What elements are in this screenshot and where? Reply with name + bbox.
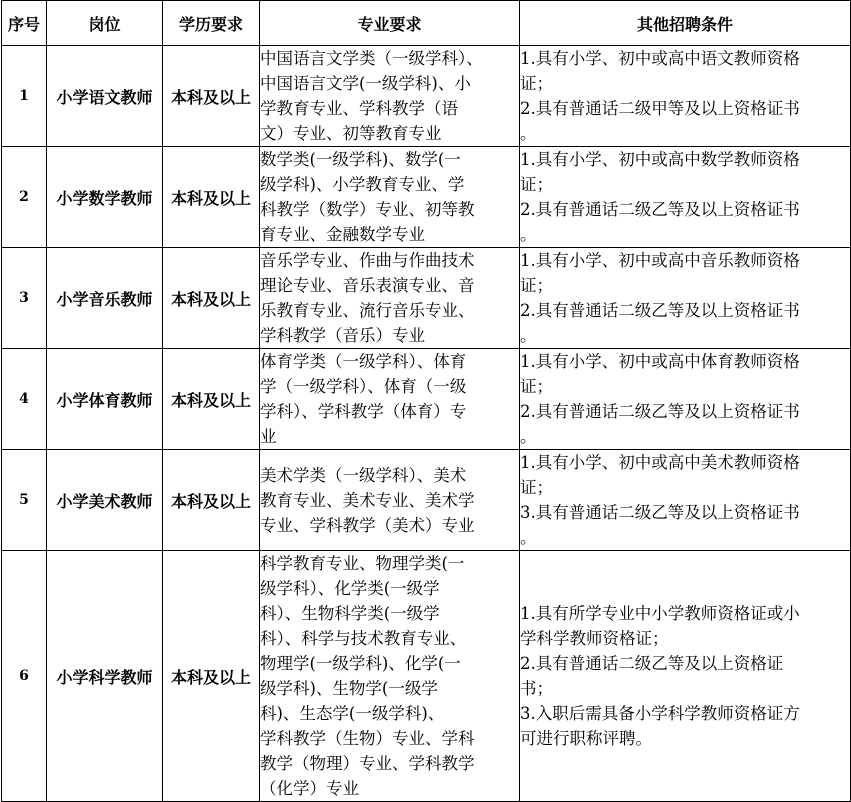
- row-major: [260, 147, 520, 248]
- condition-line: 证；: [520, 74, 553, 93]
- major-line: 学科）、学科教学（体育）专: [260, 402, 467, 421]
- row-education: 本科及以上: [163, 551, 260, 802]
- table-row: [2, 46, 851, 147]
- major-line: 科学教育专业、物理学类(一: [260, 554, 465, 573]
- row-education: 本科及以上: [163, 147, 260, 248]
- row-other-conditions: [520, 551, 851, 802]
- major-line: 中国语言文学(一级学科)、小: [260, 74, 471, 93]
- row-position: 小学数学教师: [47, 147, 163, 248]
- major-line: 文）专业、初等教育专业: [260, 124, 442, 143]
- condition-line: 1.具有小学、初中或高中美术教师资格: [520, 453, 800, 472]
- row-no: 5: [2, 450, 47, 551]
- row-major: [260, 349, 520, 450]
- table-row: [2, 248, 851, 349]
- table-row: [2, 551, 851, 802]
- condition-line: 书；: [520, 679, 553, 698]
- header-education: 学历要求: [163, 1, 260, 46]
- major-line: 美术学类（一级学科）、美术: [260, 465, 467, 485]
- major-line: 科）、科学与技术教育专业、: [260, 629, 467, 648]
- row-position: 小学语文教师: [47, 46, 163, 147]
- major-line: 育专业、金融数学专业: [260, 225, 425, 244]
- condition-line: 。: [520, 427, 537, 446]
- row-major: [260, 551, 520, 802]
- major-line: 科）、生物科学类(一级学: [260, 604, 440, 623]
- major-line: 级学科)、小学教育专业、学: [260, 175, 465, 194]
- condition-line: 证；: [520, 377, 553, 396]
- condition-line: 1.具有所学专业中小学教师资格证或小: [520, 604, 800, 623]
- row-major: [260, 46, 520, 147]
- major-line: 教学（物理）专业、学科教学: [260, 754, 475, 773]
- condition-line: 2.具有普通话二级甲等及以上资格证书: [520, 99, 800, 118]
- row-education: 本科及以上: [163, 248, 260, 349]
- row-other-conditions: [520, 450, 851, 551]
- major-line: 学科教学（音乐）专业: [260, 326, 425, 345]
- row-other-conditions: [520, 147, 851, 248]
- major-line: 专业、学科教学（美术）专业: [260, 515, 475, 535]
- row-position: 小学美术教师: [47, 450, 163, 551]
- row-major: [260, 248, 520, 349]
- major-line: 业: [260, 427, 277, 446]
- row-no: 6: [2, 551, 47, 802]
- condition-line: 。: [520, 326, 537, 345]
- table-row: [2, 147, 851, 248]
- major-line: 学科教学（生物）专业、学科: [260, 729, 475, 748]
- condition-line: 证；: [520, 478, 553, 497]
- condition-line: 1.具有小学、初中或高中语文教师资格: [520, 49, 800, 68]
- row-education: 本科及以上: [163, 46, 260, 147]
- condition-line: 证；: [520, 276, 553, 295]
- row-education: 本科及以上: [163, 450, 260, 551]
- condition-line: 2.具有普通话二级乙等及以上资格证: [520, 654, 784, 673]
- major-line: 学教育专业、学科教学（语: [260, 99, 458, 118]
- condition-line: 证；: [520, 175, 553, 194]
- condition-line: 学科学教师资格证；: [520, 629, 669, 648]
- major-line: 音乐学专业、作曲与作曲技术: [260, 251, 475, 270]
- condition-line: 2.具有普通话二级乙等及以上资格证书: [520, 301, 800, 320]
- row-education: 本科及以上: [163, 349, 260, 450]
- table-row: [2, 450, 851, 551]
- condition-line: 1.具有小学、初中或高中数学教师资格: [520, 150, 800, 169]
- header-major: 专业要求: [260, 1, 520, 46]
- condition-line: 3.具有普通话二级乙等及以上资格证书: [520, 503, 800, 522]
- header-other-conditions: 其他招聘条件: [520, 1, 851, 46]
- row-no: 3: [2, 248, 47, 349]
- table-row: [2, 349, 851, 450]
- major-line: 学（一级学科）、体育（一级: [260, 377, 467, 396]
- major-line: 理论专业、音乐表演专业、音: [260, 276, 475, 295]
- row-no: 1: [2, 46, 47, 147]
- condition-line: 。: [520, 225, 537, 244]
- header-row: [2, 1, 851, 46]
- row-other-conditions: [520, 46, 851, 147]
- recruitment-table: [1, 0, 851, 802]
- major-line: 物理学(一级学科)、化学(一: [260, 654, 461, 673]
- condition-line: 2.具有普通话二级乙等及以上资格证书: [520, 200, 800, 219]
- header-position: 岗位: [47, 1, 163, 46]
- row-major: [260, 450, 520, 551]
- condition-line: 可进行职称评聘。: [520, 729, 652, 748]
- major-line: 中国语言文学类（一级学科）、: [260, 49, 483, 68]
- row-no: 2: [2, 147, 47, 248]
- condition-line: 1.具有小学、初中或高中体育教师资格: [520, 352, 800, 371]
- header-no: 序号: [2, 1, 47, 46]
- major-line: 科)、生态学(一级学科)、: [260, 704, 445, 723]
- row-no: 4: [2, 349, 47, 450]
- major-line: 级学科)、生物学(一级学: [260, 679, 438, 698]
- major-line: （化学）专业: [260, 779, 359, 798]
- major-line: 乐教育专业、流行音乐专业、: [260, 301, 475, 320]
- major-line: 教育专业、美术专业、美术学: [260, 490, 475, 510]
- condition-line: 1.具有小学、初中或高中音乐教师资格: [520, 251, 800, 270]
- row-position: 小学科学教师: [47, 551, 163, 802]
- row-other-conditions: [520, 349, 851, 450]
- major-line: 数学类(一级学科)、数学(一: [260, 150, 461, 169]
- condition-line: 3.入职后需具备小学科学教师资格证方: [520, 704, 800, 723]
- row-other-conditions: [520, 248, 851, 349]
- major-line: 级学科）、化学类(一级学: [260, 579, 440, 598]
- row-position: 小学体育教师: [47, 349, 163, 450]
- condition-line: 。: [520, 124, 537, 143]
- condition-line: 2.具有普通话二级乙等及以上资格证书: [520, 402, 800, 421]
- condition-line: 。: [520, 528, 537, 547]
- row-position: 小学音乐教师: [47, 248, 163, 349]
- major-line: 科教学（数学）专业、初等教: [260, 200, 475, 219]
- major-line: 体育学类（一级学科）、体育: [260, 352, 467, 371]
